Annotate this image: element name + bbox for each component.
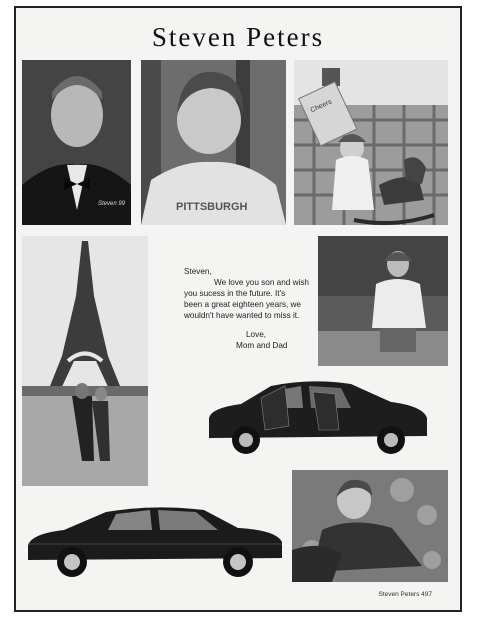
teen-outdoors-photo: [318, 236, 448, 366]
yearbook-page: [14, 6, 462, 612]
shirt-text: PITTSBURGH: [176, 201, 248, 213]
message-greeting: Steven,: [184, 267, 212, 276]
message-closing: Love,: [246, 330, 267, 339]
message-signature: Mom and Dad: [236, 341, 288, 350]
message-line-2: you sucess in the future. It's: [184, 289, 286, 298]
child-on-couch-photo: [292, 470, 448, 582]
open-door-car-photo: [201, 378, 431, 460]
sedan-side-photo: [24, 498, 286, 580]
message-line-1: We love you son and wish: [214, 278, 309, 287]
message-line-3: been a great eighteen years, we: [184, 300, 301, 309]
message-spacer: [184, 321, 329, 329]
portrait-signature: Steven 99: [98, 201, 126, 207]
book-text: Cheers: [309, 98, 333, 115]
toddler-smile-photo: [141, 60, 286, 225]
message-line-4: wouldn't have wanted to miss it.: [184, 311, 300, 320]
senior-portrait-photo: [22, 60, 131, 225]
page-title: Steven Peters: [151, 22, 325, 52]
page-footer: Steven Peters 497: [378, 591, 432, 598]
eiffel-tower-photo: [22, 236, 148, 486]
parents-message: [184, 266, 329, 351]
rocking-horse-photo: [294, 60, 448, 225]
